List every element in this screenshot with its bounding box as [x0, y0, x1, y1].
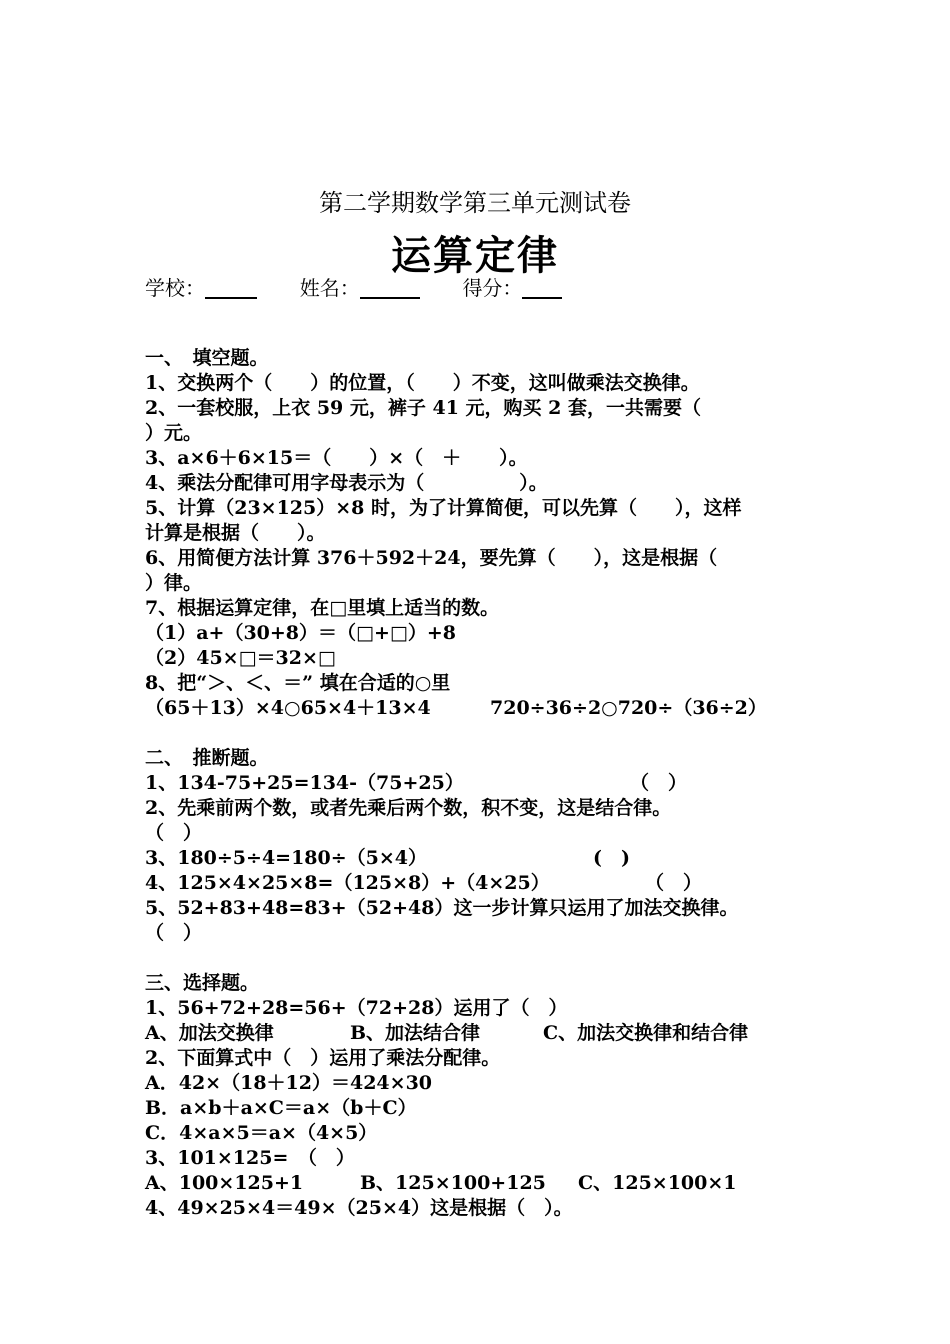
section2-heading: 二、 推断题。 — [145, 747, 269, 769]
s3-q2-option-c: C．4×a×5＝a×（4×5） — [145, 1122, 378, 1144]
s3-q1-option-a: A、加法交换律 — [145, 1022, 274, 1044]
worksheet-title: 运算定律 — [391, 232, 559, 279]
s2-question-2-line1: 2、先乘前两个数，或者先乘后两个数，积不变，这是结合律。 — [145, 797, 672, 819]
s1-question-5-line1: 5、计算（23×125）×8 时，为了计算简便，可以先算（ ），这样 — [145, 497, 742, 519]
s1-question-7-part2: （2）45×□＝32×□ — [145, 647, 336, 669]
s2-question-5-line1: 5、52+83+48=83+（52+48）这一步计算只运用了加法交换律。 — [145, 897, 739, 919]
s3-question-3-options — [145, 1171, 810, 1196]
s3-question-3: 3、101×125= （ ） — [145, 1147, 355, 1169]
s1-question-4: 4、乘法分配律可用字母表示为（ ）。 — [145, 472, 548, 494]
s1-question-7-part1: （1）a+（30+8）＝（□+□）+8 — [145, 622, 456, 644]
s1-question-1: 1、交换两个（ ）的位置，（ ）不变，这叫做乘法交换律。 — [145, 372, 700, 394]
worksheet-subtitle: 第二学期数学第三单元测试卷 — [319, 189, 631, 217]
s2-question-3: 3、180÷5÷4=180÷（5×4） — [145, 847, 428, 869]
s1-question-5-line2: 计算是根据（ ）。 — [145, 522, 326, 544]
school-label: 学校： — [145, 276, 205, 300]
s2-question-1-row — [145, 771, 810, 796]
section3-heading: 三、选择题。 — [145, 972, 260, 994]
s3-q1-option-c: C、加法交换律和结合律 — [543, 1022, 749, 1044]
score-label: 得分： — [462, 276, 523, 300]
s3-q2-option-a: A．42×（18＋12）＝424×30 — [145, 1072, 433, 1094]
s1-question-6-line2: ）律。 — [145, 572, 203, 594]
s2-question-4-answer: （ ） — [645, 872, 703, 894]
s2-question-4-row — [145, 871, 810, 896]
s2-question-2-answer: （ ） — [145, 822, 203, 844]
s1-question-3: 3、a×6＋6×15＝（ ）×（ ＋ ）。 — [145, 447, 528, 469]
s3-q1-option-b: B、加法结合律 — [350, 1022, 481, 1044]
s1-question-6-line1: 6、用简便方法计算 376＋592＋24，要先算（ ），这是根据（ — [145, 547, 718, 569]
s2-question-3-answer: ( ) — [593, 847, 630, 869]
student-info-line — [145, 272, 562, 301]
s1-question-7: 7、根据运算定律，在□里填上适当的数。 — [145, 597, 500, 619]
s3-q3-option-b: B、125×100+125 — [360, 1172, 546, 1194]
s3-question-4: 4、49×25×4＝49×（25×4）这是根据（ ）。 — [145, 1197, 573, 1219]
s1-q8-right-expression: 720÷36÷2○720÷（36÷2） — [490, 697, 767, 719]
score-blank — [522, 277, 562, 299]
s2-question-4: 4、125×4×25×8=（125×8）+（4×25） — [145, 872, 550, 894]
name-label: 姓名： — [299, 276, 360, 300]
s1-question-2-line2: ）元。 — [145, 422, 203, 444]
school-blank — [205, 277, 257, 299]
name-blank — [360, 277, 420, 299]
s1-question-8-comparisons — [145, 696, 810, 721]
s2-question-5-answer: （ ） — [145, 922, 203, 944]
s3-question-1: 1、56+72+28=56+（72+28）运用了（ ） — [145, 997, 568, 1019]
s3-question-2: 2、下面算式中（ ）运用了乘法分配律。 — [145, 1047, 501, 1069]
s3-q3-option-a: A、100×125+1 — [145, 1172, 304, 1194]
s3-q3-option-c: C、125×100×1 — [578, 1172, 737, 1194]
section1-heading: 一、 填空题。 — [145, 347, 269, 369]
s1-q8-left-expression: （65＋13）×4○65×4＋13×4 — [145, 697, 431, 719]
s3-q2-option-b: B．a×b＋a×C＝a×（b＋C） — [145, 1097, 417, 1119]
s3-question-1-options — [145, 1021, 810, 1046]
s2-question-3-row — [145, 846, 810, 871]
s1-question-2-line1: 2、一套校服，上衣 59 元，裤子 41 元，购买 2 套，一共需要（ — [145, 397, 702, 419]
s2-question-1: 1、134-75+25=134-（75+25） — [145, 772, 464, 794]
worksheet-content — [145, 346, 810, 1221]
s1-question-8: 8、把“＞、＜、＝” 填在合适的○里 — [145, 672, 451, 694]
s2-question-1-answer: （ ） — [630, 772, 688, 794]
